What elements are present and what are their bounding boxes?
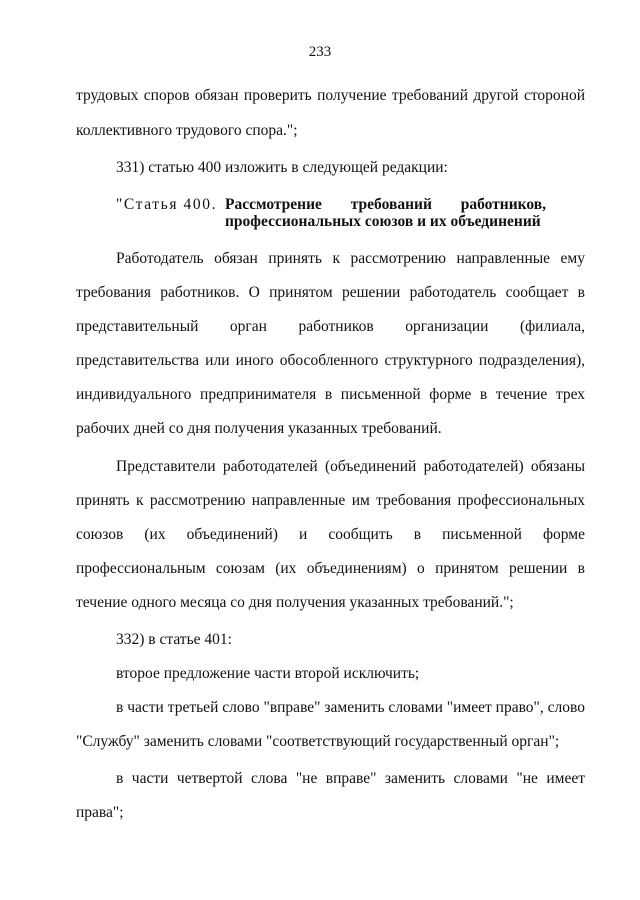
paragraph-line: требования работников. О принятом решении работодатель сообщает в bbox=[76, 284, 585, 301]
text-line: коллективного трудового спора."; bbox=[76, 122, 298, 139]
paragraph-line: в части четвертой слова "не вправе" заменить словами "не имеет bbox=[116, 770, 585, 787]
paragraph-line: союзов (их объединений) и сообщить в письменной форме bbox=[76, 526, 585, 543]
paragraph-line: "Службу" заменить словами "соответствующий государственный орган"; bbox=[76, 733, 560, 750]
paragraph-line: принять к рассмотрению направленные им требования профессиональных bbox=[76, 492, 585, 509]
paragraph-line: представительства или иного обособленного структурного подразделения), bbox=[76, 352, 585, 369]
paragraph-line: права"; bbox=[76, 804, 124, 821]
paragraph-line: профессиональным союзам (их объединениям) о принятом решении в bbox=[76, 560, 585, 577]
list-item-332: 332) в статье 401: bbox=[116, 631, 232, 648]
article-title-line-1: Рассмотрение требований работников, bbox=[225, 196, 546, 213]
text-line: трудовых споров обязан проверить получение требований другой стороной bbox=[76, 87, 585, 104]
article-label: "Статья 400. bbox=[116, 196, 218, 213]
paragraph-line: течение одного месяца со дня получения указанных требований."; bbox=[76, 594, 514, 611]
page-number: 233 bbox=[308, 44, 332, 60]
paragraph-line: представительный орган работников организации (филиала, bbox=[76, 318, 585, 335]
paragraph-line: второе предложение части второй исключить; bbox=[116, 665, 420, 682]
paragraph-line: в части третьей слово "вправе" заменить словами "имеет право", слово bbox=[116, 699, 585, 716]
list-item-331: 331) статью 400 изложить в следующей редакции: bbox=[116, 159, 448, 176]
paragraph-line: Работодатель обязан принять к рассмотрению направленные ему bbox=[116, 250, 585, 267]
paragraph-line: рабочих дней со дня получения указанных требований. bbox=[76, 420, 442, 437]
article-title-line-2: профессиональных союзов и их объединений bbox=[225, 213, 541, 230]
paragraph-line: индивидуального предпринимателя в письменной форме в течение трех bbox=[76, 386, 585, 403]
paragraph-line: Представители работодателей (объединений работодателей) обязаны bbox=[116, 458, 585, 475]
